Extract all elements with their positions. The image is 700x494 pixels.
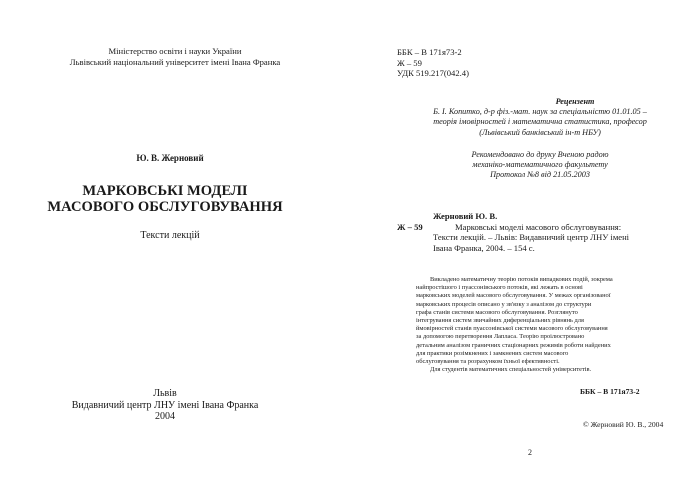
recommend-line-1: Рекомендовано до друку Вченою радою [471,150,609,159]
bib-line-2: Тексти лекцій. – Львів: Видавничий центр ЛНУ імені [433,232,630,242]
bib-line-3: Івана Франка, 2004. – 154 с. [433,242,535,253]
university-name: Львівський національний університет імені Івана Франка [69,56,281,67]
abstract-line: детальним аналізом граничних стаціонарних режимів роботи найдених [416,341,611,349]
book-title [20,183,310,215]
imprint-year: 2004 [155,411,175,422]
imprint-publisher: Видавничий центр ЛНУ імені Івана Франка [71,399,259,411]
abstract-line: марковських процесів описано у зв'язку з аналізом до структури [416,300,592,308]
right-page [350,0,700,494]
abstract-line: інтегрування систем звичайних диференціальних рівнянь для [416,317,584,325]
abstract-line: марковських моделей масового обслуговування. У межах організованої [416,292,611,300]
bib-line-1: Марковські моделі масового обслуговування: [455,221,622,232]
copyright: © Жерновий Ю. В., 2004 [583,420,664,429]
audience-note: Для студентів математичних спеціальностей університетів. [430,366,592,374]
reviewer-line-2: теорія імовірностей і математична статистика, професор [433,117,647,127]
author-name: Ю. В. Жерновий [136,153,204,163]
ministry-header [40,46,310,67]
page-number: 2 [528,448,532,457]
reviewer-line-1: Б. І. Копитко, д-р фіз.-мат. наук за спеціальністю 01.01.05 – [433,107,647,117]
bbk-bottom: ББК – В 171я73-2 [580,387,640,396]
ministry-name: Міністерство освіти і науки України [108,46,242,56]
bibliographic-record [397,211,682,253]
recommend-line-2: механіко-математичного факультету [472,160,608,170]
imprint [20,388,310,423]
udk-code: УДК 519.217(042.4) [397,68,469,78]
imprint-city: Львів [153,388,177,399]
abstract-line: найпростішого і пуассонівського потоків, які лежать в основі [416,284,583,292]
abstract-lines [416,276,666,366]
recommendation-block [390,150,690,181]
abstract-line: для практики розімкнених і замкнених систем масового [416,349,569,357]
reviewer-heading: Рецензент [555,97,595,106]
abstract-line: Викладено математичну теорію потоків випадкових подій, зокрема [430,276,613,283]
reviewer-block [390,97,690,138]
book-title-line2: МАСОВОГО ОБСЛУГОВУВАННЯ [47,199,283,215]
abstract-line: за допомогою перетворення Лапласа. Теорію проілюстровано [416,333,585,341]
abstract-line: обслуговування та розрахунком їхньої ефективності. [416,358,560,366]
abstract [416,276,666,374]
reviewer-line-3: (Львівський банківський ін-т НБУ) [479,127,601,137]
book-subtitle: Тексти лекцій [140,230,200,241]
bib-mark: Ж – 59 [397,221,423,232]
abstract-line: графа станів системи масового обслуговування. Розглянуто [416,308,578,316]
abstract-line: ймовірностей станів пуассонівської системи масового обслуговування [416,325,608,333]
index-code: Ж – 59 [397,57,422,68]
bib-author: Жерновий Ю. В. [433,211,498,221]
book-title-line1: МАРКОВСЬКІ МОДЕЛІ [82,183,248,199]
classification-codes [397,47,469,79]
recommend-line-3: Протокол №8 від 21.05.2003 [490,170,590,180]
bbk-code: ББК – В 171я73-2 [397,47,462,57]
